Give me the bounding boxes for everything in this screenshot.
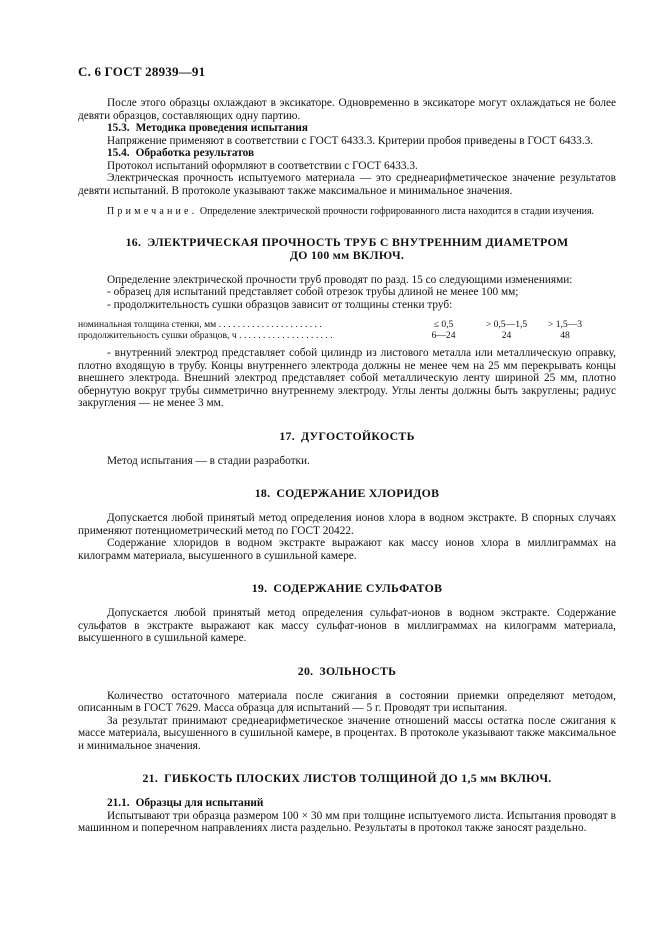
section-title: ЗОЛЬНОСТЬ <box>319 663 397 678</box>
section-17-heading <box>78 430 616 443</box>
paragraph-19: Допускается любой принятый метод определения сульфат-ионов в водном экстракте. Содержание сульфатов в экстракте выражают как массу сульфат-ионов в миллиграммах на килограмм материала, высушенного в сушильной камере. <box>78 607 616 644</box>
table-cell: > 0,5—1,5 <box>485 319 528 330</box>
paragraph-16-intro: Определение электрической прочности труб проводят по разд. 15 со следующими изменениями: <box>107 273 573 286</box>
paragraph-20-1: Количество остаточного материала после сжигания в состоянии приемки определяют методом, описанным в ГОСТ 7629. Масса образца для испытаний — 5 г. Проводят три испытания. <box>78 689 616 714</box>
paragraph-protocol: Протокол испытаний оформляют в соответствии с ГОСТ 6433.3. <box>107 159 418 172</box>
section-16-heading <box>78 236 616 262</box>
paragraph-20-2: За результат принимают среднеарифметическое значение отношений массы остатка после сжигания к массе материала, высушенного в сушильной камере, в процентах. В протоколе указывают также максимальное и минимальное значения. <box>78 714 616 752</box>
subsection-number: 15.4. <box>107 147 130 159</box>
section-number: 19. <box>251 581 268 595</box>
subsection-number: 21.1. <box>107 797 130 809</box>
note <box>78 206 616 218</box>
subsection-15-3-heading <box>107 122 616 135</box>
subsection-21-1-heading <box>107 797 616 810</box>
paragraph-18-1: Допускается любой принятый метод определения ионов хлора в водном экстракте. В спорных случаях применяют потенциометрический метод по ГОСТ 20422. <box>78 512 616 537</box>
section-title: ГИБКОСТЬ ПЛОСКИХ ЛИСТОВ ТОЛЩИНОЙ ДО 1,5 мм ВКЛЮЧ. <box>164 771 552 785</box>
paragraph-cooling: После этого образцы охлаждают в эксикаторе. Одновременно в эксикаторе могут охлаждаться не более девяти образцов, составляющих одну партию. <box>78 97 616 122</box>
section-number: 20. <box>297 663 314 678</box>
section-title-line2: ДО 100 мм ВКЛЮЧ. <box>289 247 405 262</box>
drying-table <box>78 319 590 341</box>
list-item-sample: - образец для испытаний представляет собой отрезок трубы длиной не менее 100 мм; <box>107 286 519 298</box>
section-18-heading <box>78 487 616 500</box>
running-head: С. 6 ГОСТ 28939—91 <box>78 64 206 79</box>
section-21-heading <box>78 772 616 785</box>
subsection-number: 15.3. <box>107 122 130 134</box>
section-number: 21. <box>142 771 159 785</box>
paragraph-voltage: Напряжение применяют в соответствии с ГОСТ 6433.3. Критерии пробоя приведены в ГОСТ 6433.3. <box>107 134 594 147</box>
paragraph-21: Испытывают три образца размером 100 × 30 мм при толщине испытуемого листа. Испытания проводят в машинном и поперечном направлениях листа раздельно. Результаты в протокол также заносят раздельно. <box>78 809 616 834</box>
section-19-heading <box>78 582 616 595</box>
list-item-electrode: - внутренний электрод представляет собой цилиндр из листового металла или металлическую оправку, плотно входящую в трубу. Концы внутреннего электрода должны не менее чем на 25 мм перекрывать концы внешнего электрода. Внешний электрод представляет собой металлическую ленту шириной 25 мм, плотно обернутую вокруг трубы симметрично внутреннему электроду. Углы ленты должны быть закруглены; радиус закругления — не менее 3 мм. <box>78 347 616 409</box>
section-title: СОДЕРЖАНИЕ СУЛЬФАТОВ <box>273 581 443 595</box>
section-title-line1: ЭЛЕКТРИЧЕСКАЯ ПРОЧНОСТЬ ТРУБ С ВНУТРЕННИМ ДИАМЕТРОМ <box>147 234 569 249</box>
section-title: ДУГОСТОЙКОСТЬ <box>300 428 415 443</box>
table-cell-label: продолжительность сушки образцов, ч . . . . . . . . . . . . . . . . . . . . <box>78 330 333 341</box>
table-cell: 48 <box>560 330 570 341</box>
section-20-heading <box>78 665 616 678</box>
table-cell-label: номинальная толщина стенки, мм . . . . . . . . . . . . . . . . . . . . . . <box>78 319 322 330</box>
list-item-drying: - продолжительность сушки образцов зависит от толщины стенки труб: <box>107 298 453 311</box>
table-cell: ≤ 0,5 <box>433 319 454 330</box>
section-number: 16. <box>125 234 142 249</box>
note-text: Определение электрической прочности гофрированного листа находится в стадии изучения. <box>199 206 595 217</box>
subsection-title: Образцы для испытаний <box>135 797 264 809</box>
table-cell: 6—24 <box>431 330 456 341</box>
table-cell: > 1,5—3 <box>547 319 583 330</box>
note-label: Примечание. <box>107 206 198 217</box>
paragraph-17: Метод испытания — в стадии разработки. <box>107 454 310 467</box>
section-title: СОДЕРЖАНИЕ ХЛОРИДОВ <box>276 486 440 500</box>
subsection-title: Обработка результатов <box>135 147 255 159</box>
paragraph-18-2: Содержание хлоридов в водном экстракте выражают как массу ионов хлора в миллиграммах на килограмм материала, высушенного в сушильной камере. <box>78 537 616 562</box>
section-number: 18. <box>254 486 271 500</box>
table-cell: 24 <box>501 330 512 341</box>
subsection-15-4-heading <box>107 147 616 160</box>
paragraph-strength: Электрическая прочность испытуемого материала — это среднеарифметическое значение результатов девяти испытаний. В протоколе указывают также максимальное и минимальное значения. <box>78 172 616 197</box>
subsection-title: Методика проведения испытания <box>135 122 309 134</box>
section-number: 17. <box>279 428 295 443</box>
table-row <box>78 319 590 330</box>
document-page <box>78 64 616 835</box>
table-row <box>78 330 590 341</box>
